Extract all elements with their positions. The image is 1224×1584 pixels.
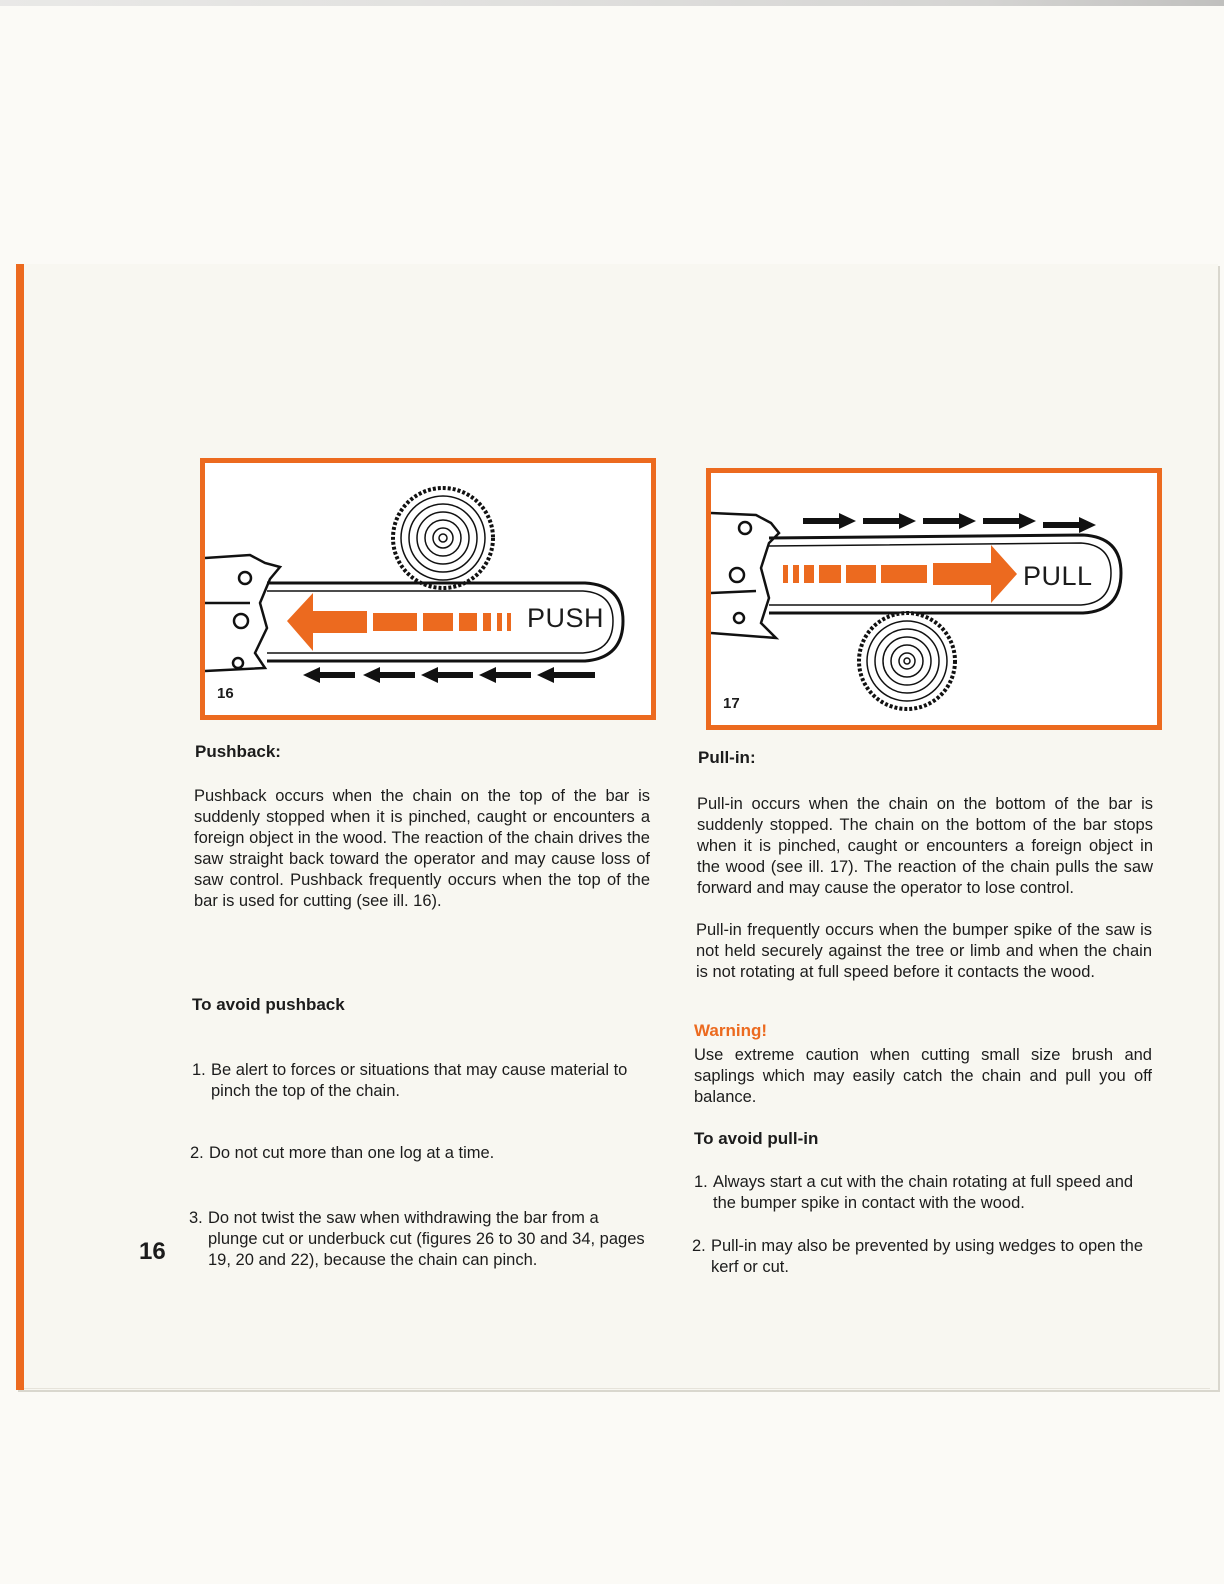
list-item bbox=[190, 1143, 646, 1164]
scan-top-edge bbox=[0, 0, 1224, 6]
list-number: 3. bbox=[189, 1209, 203, 1227]
list-text: Always start a cut with the chain rotating at full speed and the bumper spike in contact with the wood. bbox=[713, 1173, 1134, 1212]
list-text: Be alert to forces or situations that may cause material to pinch the top of the chain. bbox=[211, 1061, 628, 1100]
figure-17-pullin bbox=[706, 468, 1162, 730]
page-bottom-edge bbox=[24, 1388, 1210, 1389]
list-text: Pull-in may also be prevented by using wedges to open the kerf or cut. bbox=[711, 1237, 1144, 1276]
list-item bbox=[692, 1236, 1152, 1278]
avoid-pullin-heading: To avoid pull-in bbox=[694, 1129, 819, 1148]
list-number: 2. bbox=[692, 1237, 706, 1255]
list-text: Do not cut more than one log at a time. bbox=[209, 1144, 495, 1162]
list-number: 2. bbox=[190, 1144, 204, 1162]
page-number: 16 bbox=[139, 1238, 166, 1265]
saw-body bbox=[711, 513, 779, 638]
warning-text: Use extreme caution when cutting small size brush and saplings which may easily catch the chain and pull you off balance. bbox=[694, 1046, 1152, 1106]
chain-direction-arrows bbox=[803, 513, 1096, 533]
push-arrow bbox=[287, 593, 511, 651]
pushback-illustration bbox=[205, 463, 651, 715]
log-icon bbox=[859, 613, 955, 709]
pull-label: PULL bbox=[1023, 561, 1093, 591]
list-number: 1. bbox=[694, 1173, 708, 1191]
pull-arrow bbox=[783, 545, 1017, 603]
list-number: 1. bbox=[192, 1061, 206, 1079]
chain-direction-arrows bbox=[303, 667, 595, 683]
pushback-body: Pushback occurs when the chain on the top of the bar is suddenly stopped when it is pinched, caught or encounters a foreign object in the wood. The reaction of the chain drives the saw straight back toward the operator and may cause loss of saw control. Pushback frequently occurs when the top of the bar is used for cutting (see ill. 16). bbox=[194, 787, 650, 910]
log-icon bbox=[393, 488, 493, 588]
list-text: Do not twist the saw when withdrawing the bar from a plunge cut or underbuck cut (figures 26 to 30 and 34, pages 19, 20 and 22), because the chain can pinch. bbox=[208, 1209, 645, 1269]
figure-number: 16 bbox=[217, 685, 234, 702]
avoid-pushback-heading: To avoid pushback bbox=[192, 995, 345, 1014]
pushback-heading: Pushback: bbox=[195, 742, 281, 761]
pullin-illustration bbox=[711, 473, 1157, 725]
pullin-body-1: Pull-in occurs when the chain on the bottom of the bar is suddenly stopped. The chain on the bottom of the bar stops when it is pinched, caught or encounters a foreign object in the wood (see ill. 17). The reaction of the chain pulls the saw forward and may cause the operator to lose control. bbox=[697, 795, 1153, 897]
figure-number: 17 bbox=[723, 695, 740, 712]
list-item bbox=[189, 1208, 647, 1271]
list-item bbox=[192, 1060, 648, 1102]
figure-16-pushback bbox=[200, 458, 656, 720]
pullin-heading: Pull-in: bbox=[698, 748, 756, 767]
warning-title: Warning! bbox=[694, 1021, 768, 1040]
push-label: PUSH bbox=[527, 603, 605, 633]
pullin-body-2: Pull-in frequently occurs when the bumper spike of the saw is not held securely against the tree or limb and when the chain is not rotating at full speed before it contacts the wood. bbox=[696, 921, 1152, 981]
list-item bbox=[694, 1172, 1152, 1214]
